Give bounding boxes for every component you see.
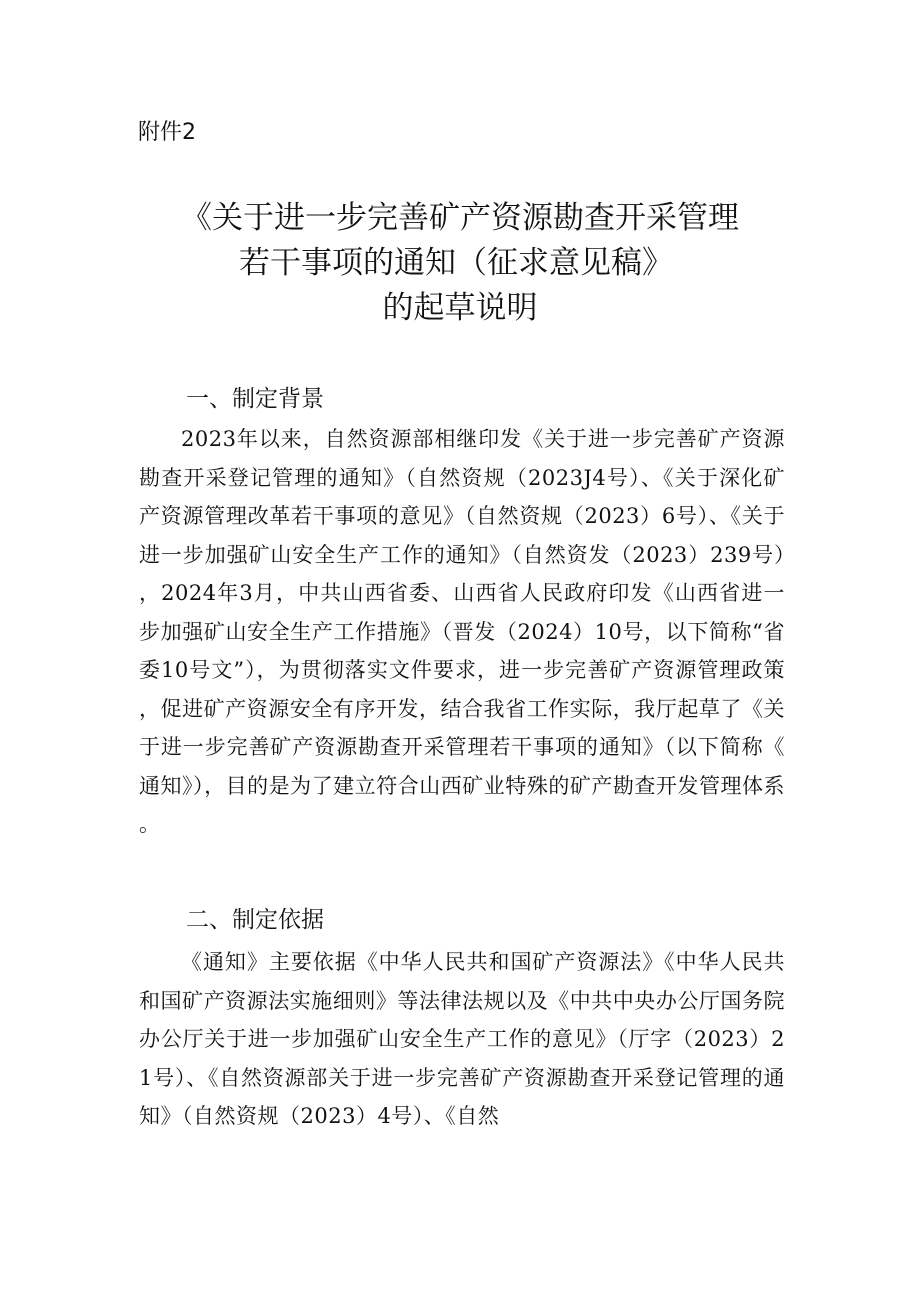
section-paragraph-background: 2023年以来，自然资源部相继印发《关于进一步完善矿产资源勘查开采登记管理的通知》（自然资规（2023J4号）、《关于深化矿产资源管理改革若干事项的意见》（自然资规（2023）6号）、《关于进一步加强矿山安全生产工作的通知》（自然资发（2023）239号），2024年3月，中共山西省委、山西省人民政府印发《山西省进一步加强矿山安全生产工作措施》（晋发（2024）10号，以下简称“省委10号文”），为贯彻落实文件要求，进一步完善矿产资源管理政策，促进矿产资源安全有序开发，结合我省工作实际，我厅起草了《关于进一步完善矿产资源勘查开采管理若干事项的通知》（以下简称《通知》），目的是为了建立符合山西矿业特殊的矿产勘查开发管理体系。 (139, 427, 785, 836)
title-line-3: 的起草说明 (382, 290, 538, 326)
title-line-1: 《关于进一步完善矿产资源勘查开采管理 (181, 200, 739, 236)
attachment-label: 附件2 (138, 120, 196, 145)
section-heading-background: 一、制定背景 (186, 386, 324, 412)
title-line-2: 若干事项的通知（征求意见稿》 (239, 245, 673, 281)
section-paragraph-basis: 《通知》主要依据《中华人民共和国矿产资源法》《中华人民共和国矿产资源法实施细则》等法律法规以及《中共中央办公厅国务院办公厅关于进一步加强矿山安全生产工作的意见》（厅字（2023）21号）、《自然资源部关于进一步完善矿产资源勘查开采登记管理的通知》（自然资规（2023）4号）、《自然 (139, 950, 785, 1128)
document-title (100, 196, 820, 331)
section-heading-basis: 二、制定依据 (186, 907, 324, 933)
